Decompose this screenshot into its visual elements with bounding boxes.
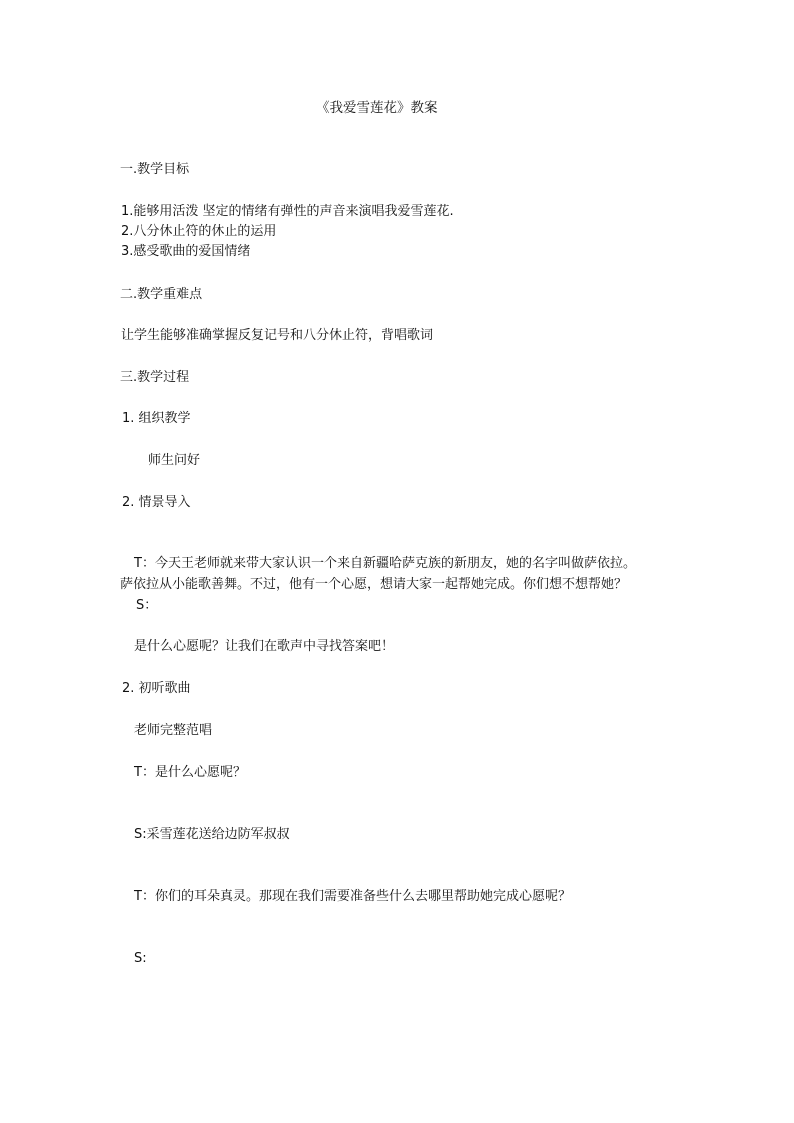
step-3-label: 2. 初听歌曲 (122, 681, 191, 696)
student-reply-1: S： (136, 598, 158, 613)
step-3-content: 老师完整范唱 (134, 723, 213, 738)
teacher-ask: T：是什么心愿呢？ (134, 765, 246, 780)
student-reply-2: S: (134, 951, 147, 966)
section-heading-process: 三.教学过程 (120, 370, 190, 385)
document-title: 《我爱雪莲花》教案 (316, 100, 438, 116)
objective-item-2: 2.八分休止符的休止的运用 (121, 224, 277, 239)
teacher-intro-line-1: T：今天王老师就来带大家认识一个来自新疆哈萨克族的新朋友，她的名字叫做萨依拉。 (134, 556, 636, 571)
section-heading-objectives: 一.教学目标 (120, 162, 190, 177)
student-answer: S:采雪莲花送给边防军叔叔 (134, 827, 290, 842)
section-heading-key-points: 二.教学重难点 (120, 287, 203, 302)
teacher-question-1: 是什么心愿呢？让我们在歌声中寻找答案吧！ (134, 639, 395, 654)
step-2-label: 2. 情景导入 (122, 495, 191, 510)
key-points-text: 让学生能够准确掌握反复记号和八分休止符，背唱歌词 (121, 328, 434, 343)
teacher-followup: T：你们的耳朵真灵。那现在我们需要准备些什么去哪里帮助她完成心愿呢？ (134, 889, 571, 904)
objective-item-3: 3.感受歌曲的爱国情绪 (121, 244, 251, 259)
step-1-content: 师生问好 (148, 453, 201, 468)
step-1-label: 1. 组织教学 (122, 411, 191, 426)
teacher-intro-line-2: 萨依拉从小能歌善舞。不过，他有一个心愿，想请大家一起帮她完成。你们想不想帮她？ (120, 577, 628, 592)
objective-item-1: 1.能够用活泼 坚定的情绪有弹性的声音来演唱我爱雪莲花. (121, 204, 454, 219)
